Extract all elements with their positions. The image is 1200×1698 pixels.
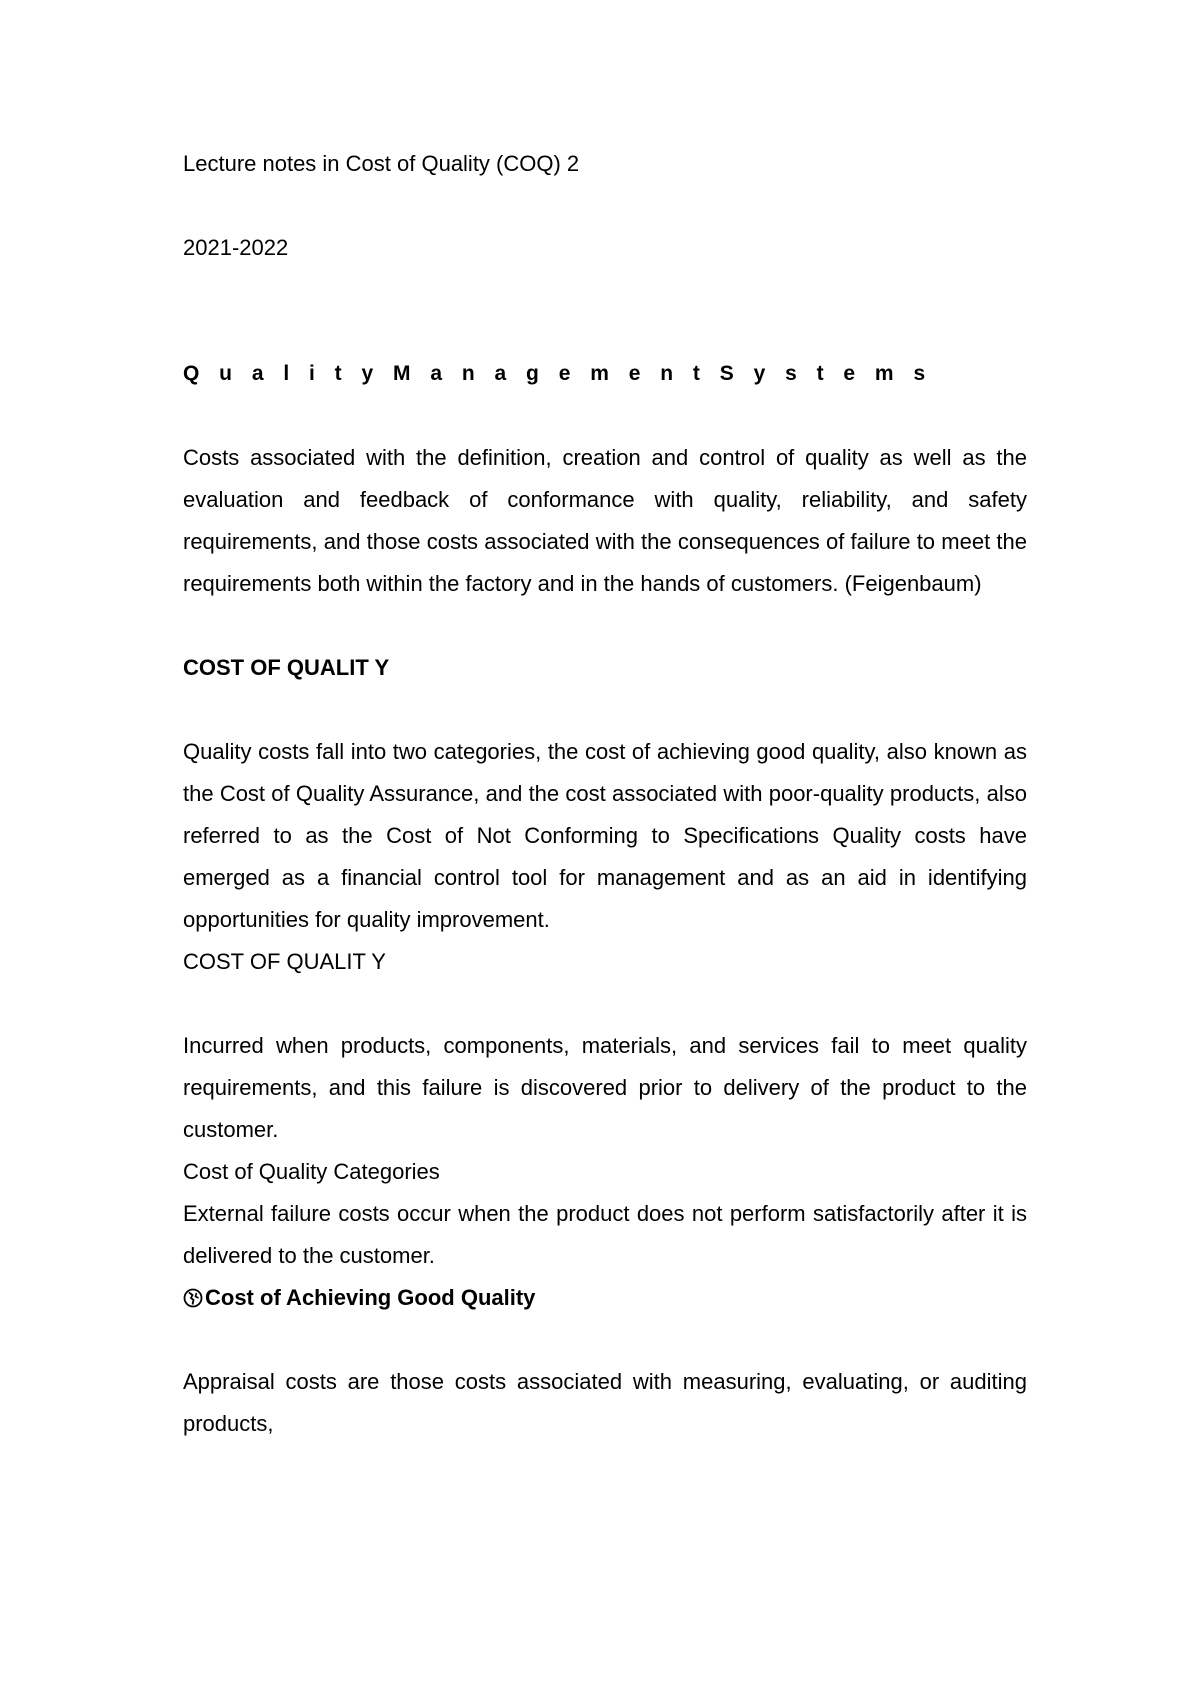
line-cost-of-quality-categories: Cost of Quality Categories [183, 1159, 440, 1184]
paragraph-quality-cost-categories: Quality costs fall into two categories, the cost of achieving good quality, also known as the Cost of Quality Assurance, and the cost associated with poor-quality products, also referred to as the Cost of Not Conforming to Specifications Quality costs have emerged as a financial control tool for management and as an aid in identifying opportunities for quality improvement. [183, 739, 1027, 932]
paragraph-external-failure: External failure costs occur when the product does not perform satisfactorily after it is delivered to the customer. [183, 1201, 1027, 1268]
spacer [183, 395, 1027, 437]
heading-quality-management-systems: Q u a l i t y M a n a g e m e n t S y s t e m s [183, 362, 933, 385]
document-year: 2021-2022 [183, 235, 289, 260]
heading-cost-of-achieving-good-quality [183, 1277, 1027, 1319]
heading-text: Cost of Achieving Good Quality [205, 1285, 536, 1310]
spacer [183, 605, 1027, 647]
document-title: Lecture notes in Cost of Quality (COQ) 2 [183, 151, 580, 176]
spacer [183, 269, 1027, 353]
paragraph-incurred: Incurred when products, components, materials, and services fail to meet quality requirements, and this failure is discovered prior to delivery of the product to the customer. [183, 1033, 1027, 1142]
spacer [183, 689, 1027, 731]
spacer [183, 1319, 1027, 1361]
spacer [183, 983, 1027, 1025]
document-body [183, 143, 1027, 1445]
paragraph-appraisal-costs: Appraisal costs are those costs associated with measuring, evaluating, or auditing products, [183, 1369, 1027, 1436]
paragraph-definition: Costs associated with the definition, creation and control of quality as well as the evaluation and feedback of conformance with quality, reliability, and safety requirements, and those costs associated with the consequences of failure to meet the requirements both within the factory and in the hands of customers. (Feigenbaum) [183, 445, 1027, 596]
subheading-cost-of-quality: COST OF QUALIT Y [183, 949, 386, 974]
spacer [183, 185, 1027, 227]
heading-cost-of-quality: COST OF QUALIT Y [183, 655, 390, 680]
globe-icon [183, 1280, 203, 1300]
